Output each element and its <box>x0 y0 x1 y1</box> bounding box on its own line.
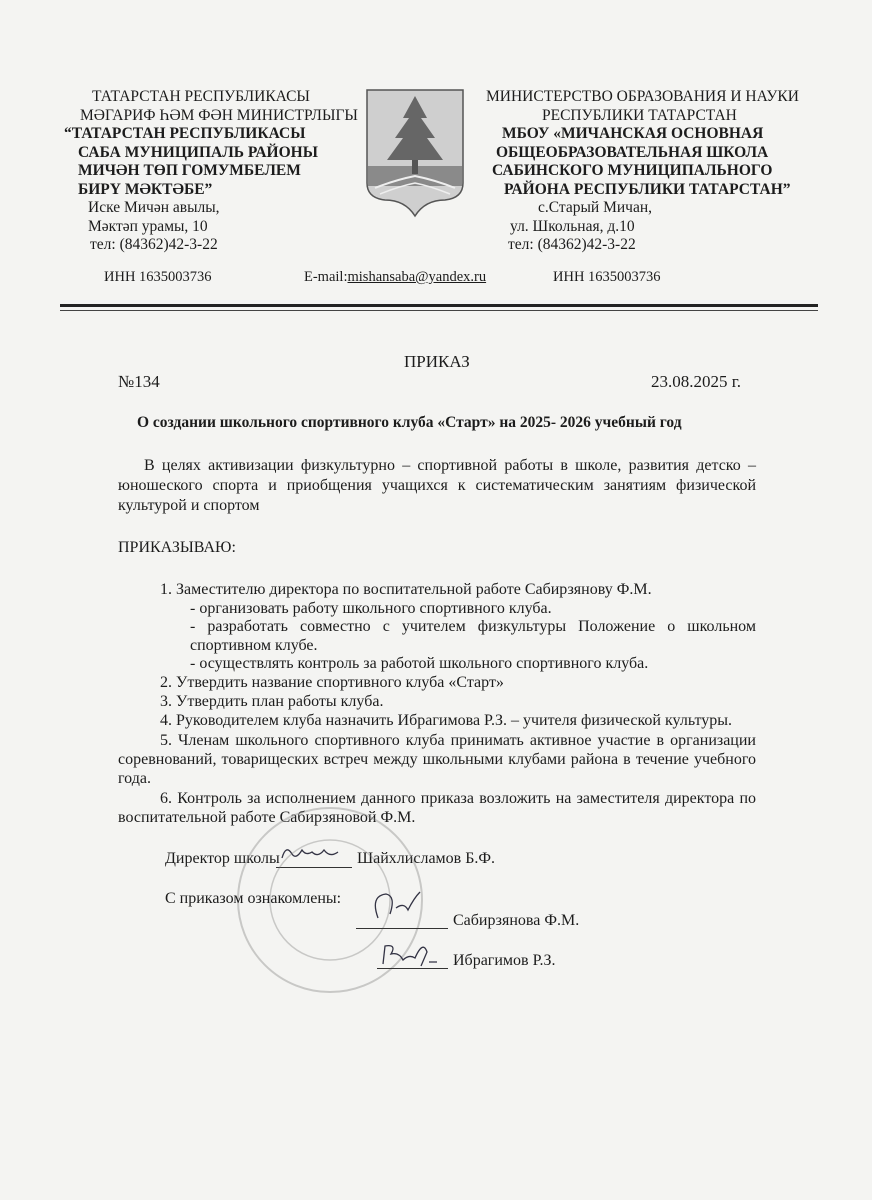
coat-of-arms-emblem <box>365 88 465 218</box>
header-right-addr2: ул. Школьная, д.10 <box>510 217 635 235</box>
ack-signature-2 <box>377 950 448 969</box>
order-title: ПРИКАЗ <box>404 352 470 371</box>
header-right-org3: САБИНСКОГО МУНИЦИПАЛЬНОГО <box>492 162 773 179</box>
header-left-addr1: Иске Мичән авылы, <box>88 199 220 216</box>
director-name: Шайхлисламов Б.Ф. <box>357 850 496 867</box>
ack-name-2: Ибрагимов Р.З. <box>453 952 556 969</box>
header-left-phone: тел: (84362)42-3-22 <box>90 236 218 253</box>
header-left-org1: “ТАТАРСТАН РЕСПУБЛИКАСЫ <box>64 125 306 142</box>
header-right-phone: тел: (84362)42-3-22 <box>508 236 636 253</box>
header-right-line2: РЕСПУБЛИКИ ТАТАРСТАН <box>542 106 737 124</box>
ack-signature-1 <box>356 910 448 929</box>
order-number: №134 <box>118 372 160 391</box>
header-left-org4: БИРҮ МӘКТӘБЕ” <box>78 180 213 198</box>
header-left-line2: МӘГАРИФ ҺӘМ ФӘН МИНИСТРЛЫГЫ <box>80 106 358 124</box>
email-label: E-mail: <box>304 269 348 285</box>
header-left <box>64 88 358 255</box>
list-item-1b: - разработать совместно с учителем физкультуры Положение о школьном спортивном клубе. <box>190 618 756 654</box>
header-right-addr1: с.Старый Мичан, <box>538 199 652 216</box>
list-item-1: 1. Заместителю директора по воспитательной работе Сабирзянову Ф.М. <box>160 581 652 598</box>
inn-left: ИНН 1635003736 <box>104 269 212 285</box>
list-item-1c: - осуществлять контроль за работой школьного спортивного клуба. <box>190 655 649 672</box>
inn-right: ИНН 1635003736 <box>553 269 661 285</box>
order-subject: О создании школьного спортивного клуба «Старт» на 2025- 2026 учебный год <box>137 414 682 431</box>
director-label: Директор школы <box>165 850 280 867</box>
header-right <box>486 88 799 255</box>
header-left-addr2: Мәктәп урамы, 10 <box>88 217 208 235</box>
list-item-3: 3. Утвердить план работы клуба. <box>160 693 384 710</box>
header-left-org3: МИЧӘН ТӨП ГОМУМБЕЛЕМ <box>78 162 301 179</box>
order-preamble: В целях активизации физкультурно – спортивной работы в школе, развития детско – юношеского спорта и приобщения учащихся к систематическим занятиям физической культурой и спортом <box>118 457 756 514</box>
header-right-line1: МИНИСТЕРСТВО ОБРАЗОВАНИЯ И НАУКИ <box>486 88 799 105</box>
header-divider-thick <box>60 304 818 307</box>
header-left-line1: ТАТАРСТАН РЕСПУБЛИКАСЫ <box>92 88 310 105</box>
header-right-org1: МБОУ «МИЧАНСКАЯ ОСНОВНАЯ <box>502 125 764 142</box>
header-divider-thin <box>60 310 818 311</box>
header-left-org2: САБА МУНИЦИПАЛЬ РАЙОНЫ <box>78 143 318 161</box>
email-link[interactable]: mishansaba@yandex.ru <box>347 269 487 285</box>
header-right-org4: РАЙОНА РЕСПУБЛИКИ ТАТАРСТАН” <box>504 180 791 198</box>
list-item-4: 4. Руководителем клуба назначить Ибрагимова Р.З. – учителя физической культуры. <box>160 712 733 729</box>
list-item-5: 5. Членам школьного спортивного клуба принимать активное участие в организации соревнований, товарищеских встреч между школьными клубами района в течение учебного года. <box>118 732 756 787</box>
list-item-1a: - организовать работу школьного спортивного клуба. <box>190 600 552 617</box>
acknowledged-label: С приказом ознакомлены: <box>165 890 342 907</box>
list-item-6: 6. Контроль за исполнением данного приказа возложить на заместителя директора по воспитательной работе Сабирзяновой Ф.М. <box>118 790 756 826</box>
email-line <box>304 269 486 286</box>
order-command: ПРИКАЗЫВАЮ: <box>118 539 236 556</box>
order-date: 23.08.2025 г. <box>651 372 742 391</box>
ack-name-1: Сабирзянова Ф.М. <box>453 912 580 929</box>
list-item-2: 2. Утвердить название спортивного клуба «Старт» <box>160 674 504 691</box>
header-right-org2: ОБЩЕОБРАЗОВАТЕЛЬНАЯ ШКОЛА <box>496 143 769 161</box>
